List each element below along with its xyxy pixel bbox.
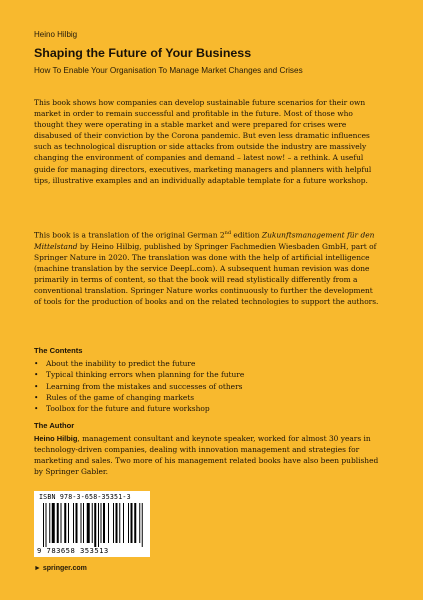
barcode-bar <box>61 503 62 543</box>
author-bio-text: , management consultant and keynote speaker, worked for almost 30 years in technology-driven companies, dealing with innovation management and strategies for marketing and sales. Two more of his management related books have also been published by Springer Gabler. <box>34 434 379 477</box>
barcode-bar <box>49 503 50 543</box>
isbn-label: ISBN 978-3-658-35351-3 <box>39 493 131 501</box>
author-heading: The Author <box>34 421 75 430</box>
barcode-bar <box>128 503 129 543</box>
publisher-link[interactable] <box>34 565 87 572</box>
ean-digits: 9 783658 353513 <box>37 546 109 555</box>
author-name: Heino Hilbig <box>34 30 78 39</box>
publisher-link-text: springer.com <box>42 565 87 572</box>
book-subtitle: How To Enable Your Organisation To Manage Market Changes and Crises <box>34 66 303 75</box>
barcode-bar <box>108 503 109 543</box>
barcode-bar <box>92 503 93 543</box>
contents-item: • Learning from the mistakes and successes of others <box>34 381 374 392</box>
barcode-bar <box>142 503 143 547</box>
isbn-barcode <box>34 491 150 557</box>
contents-item: • About the inability to predict the future <box>34 358 374 369</box>
barcode-bar <box>43 503 44 547</box>
barcode-bar <box>101 503 102 543</box>
barcode-bar <box>116 503 118 543</box>
description-paragraph-2 <box>34 228 382 307</box>
barcode-bar <box>139 503 140 543</box>
barcode-bar <box>81 503 82 543</box>
arrow-right-icon: ► <box>34 565 41 572</box>
book-title: Shaping the Future of Your Business <box>34 46 252 60</box>
barcode-bar <box>98 503 99 547</box>
contents-heading: The Contents <box>34 346 83 355</box>
barcode-bar <box>103 503 105 543</box>
author-bio <box>34 433 382 477</box>
barcode-bar <box>94 503 96 547</box>
barcode-bar <box>76 503 78 543</box>
edition-suffix: nd <box>224 230 232 236</box>
contents-list <box>34 358 374 414</box>
barcode-bar <box>113 503 114 543</box>
p2-text-a: This book is a translation of the original German <box>34 230 220 240</box>
contents-item: • Toolbox for the future and future workshop <box>34 403 374 414</box>
p2-text-b: edition <box>231 230 262 240</box>
barcode-bar <box>46 503 47 547</box>
barcode-bar <box>134 503 136 543</box>
barcode-bar <box>57 503 59 543</box>
barcode-bar <box>68 503 69 543</box>
p2-text-c: by Heino Hilbig, published by Springer Fachmedien Wiesbaden GmbH, part of Springer Nature in 2020. The translation was done with the help of artificial intelligence (machine translation by the service DeepL.com). A subsequent human revision was done primarily in terms of content, so that the book will read stylistically differently from a conventional translation. Springer Nature works continuously to further the development of tools for the production of books and on the related technologies to support the authors. <box>34 241 379 307</box>
barcode-bar <box>119 503 120 543</box>
author-bio-name: Heino Hilbig <box>34 434 78 443</box>
barcode-bars <box>43 503 143 547</box>
barcode-bar <box>123 503 124 543</box>
barcode-bar <box>131 503 133 543</box>
barcode-bar <box>73 503 74 543</box>
barcode-bar <box>52 503 55 543</box>
barcode-bar <box>87 503 90 543</box>
barcode-bar <box>83 503 84 543</box>
contents-item: • Rules of the game of changing markets <box>34 392 374 403</box>
original-title: Zukunftsmanagement für den Mittelstand <box>34 230 375 251</box>
description-paragraph-1: This book shows how companies can develop sustainable future scenarios for their own market in order to remain successful and profitable in the future. Most of those who thought they were operating in a stable market and were prepared for crises were disabused of their conviction by the Corona pandemic. But even less dramatic influences such as technological disruption or side attacks from outside the industry are massively changing the environment of companies and demand – latest now! – a rethink. A useful guide for managing directors, executives, marketing managers and planners with helpful tips, illustrative examples and an individually adaptable template for a future workshop. <box>34 98 372 185</box>
edition-number: 2 <box>219 230 225 240</box>
contents-item: • Typical thinking errors when planning for the future <box>34 369 374 380</box>
barcode-bar <box>64 503 66 543</box>
